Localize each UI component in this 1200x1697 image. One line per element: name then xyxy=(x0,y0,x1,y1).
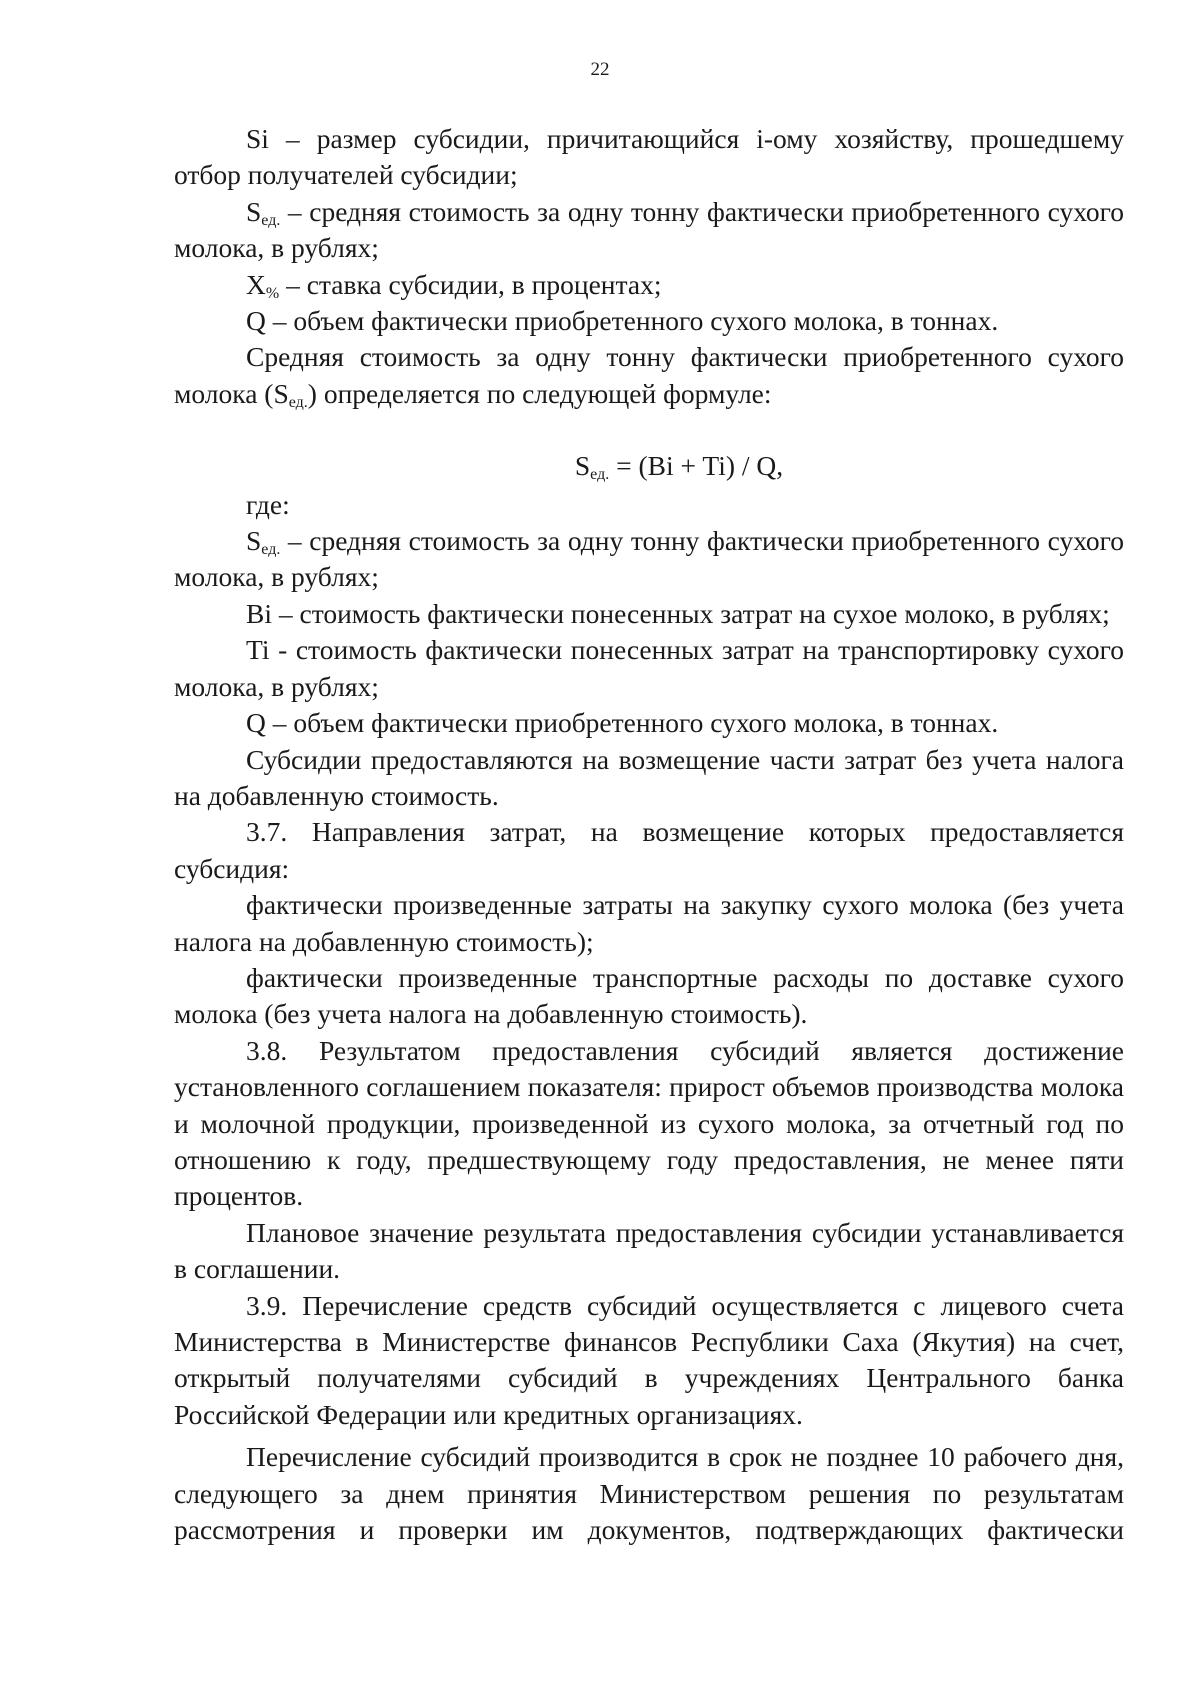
section-3-8: 3.8. Результатом предоставления субсидий является достижение установленного соглашением показателя: прирост объемов производства молока и молочной продукции, произведенной из сухого молока, за отчетный год по отношению к году, предшествующему году предоставления, не менее пяти процентов. xyxy=(174,1034,1124,1212)
sed-symbol: S xyxy=(246,195,262,227)
avg-cost-text-post: ) определяется по следующей формуле: xyxy=(307,377,772,409)
section-3-7: 3.7. Направления затрат, на возмещение которых предоставляется субсидия: xyxy=(174,816,1124,884)
x-subscript: % xyxy=(265,284,280,302)
formula-expression: = (Bi + Ti) / Q, xyxy=(609,450,784,482)
avg-cost-paragraph xyxy=(174,339,1124,412)
sed-subscript: ед. xyxy=(261,211,281,229)
si-definition: Si – размер субсидии, причитающийся i-ому хозяйству, прошедшему отбор получателей субсидии; xyxy=(174,123,1124,191)
formula-symbol: S xyxy=(574,450,591,482)
sed-definition-text: – средняя стоимость за одну тонну фактически приобретенного сухого молока, в рублях; xyxy=(174,195,1124,264)
transfer-paragraph: Перечисление субсидий производится в срок не позднее 10 рабочего дня, следующего за днем принятия Министерством решения по результатам рассмотрения и проверки им документов, подтверждающих фактически xyxy=(174,1441,1124,1546)
page-number: 22 xyxy=(590,59,610,80)
formula-subscript: ед. xyxy=(590,466,610,484)
section-3-7-item-a: фактически произведенные затраты на закупку сухого молока (без учета налога на добавленную стоимость); xyxy=(174,889,1124,957)
subsidies-vat-paragraph: Субсидии предоставляются на возмещение части затрат без учета налога на добавленную стоимость. xyxy=(174,743,1124,811)
plan-value-paragraph: Плановое значение результата предоставления субсидии устанавливается в соглашении. xyxy=(174,1216,1124,1285)
sed-definition-2 xyxy=(174,523,1124,596)
avg-cost-subscript: ед. xyxy=(288,393,308,411)
document-body xyxy=(174,121,1124,1548)
where-label: где: xyxy=(246,488,290,520)
ti-definition: Ti - стоимость фактически понесенных затрат на транспортировку сухого молока, в рублях; xyxy=(174,634,1124,702)
sed-symbol-2: S xyxy=(246,525,262,557)
section-3-7-item-b: фактически произведенные транспортные расходы по доставке сухого молока (без учета налога на добавленную стоимость). xyxy=(174,961,1124,1030)
x-symbol: X xyxy=(246,268,266,300)
formula xyxy=(174,412,1124,486)
q-definition: Q – объем фактически приобретенного сухого молока, в тоннах. xyxy=(246,305,999,337)
section-3-9: 3.9. Перечисление средств субсидий осуществляется с лицевого счета Министерства в Министерстве финансов Республики Саха (Якутия) на счет, открытый получателями субсидий в учреждениях Центрального банка Российской Федерации или кредитных организациях. xyxy=(174,1289,1124,1430)
avg-cost-text-pre: Средняя стоимость за одну тонну фактически приобретенного сухого молока (S xyxy=(174,341,1124,409)
x-definition xyxy=(174,267,1124,303)
q-definition-2: Q – объем фактически приобретенного сухого молока, в тоннах. xyxy=(246,707,999,739)
x-definition-text: – ставка субсидии, в процентах; xyxy=(279,268,662,300)
bi-definition: Bi – стоимость фактически понесенных затрат на сухое молоко, в рублях; xyxy=(246,597,1110,629)
sed-definition-text-2: – средняя стоимость за одну тонну фактически приобретенного сухого молока, в рублях; xyxy=(174,525,1124,593)
sed-definition xyxy=(174,194,1124,267)
sed-subscript-2: ед. xyxy=(261,541,281,559)
